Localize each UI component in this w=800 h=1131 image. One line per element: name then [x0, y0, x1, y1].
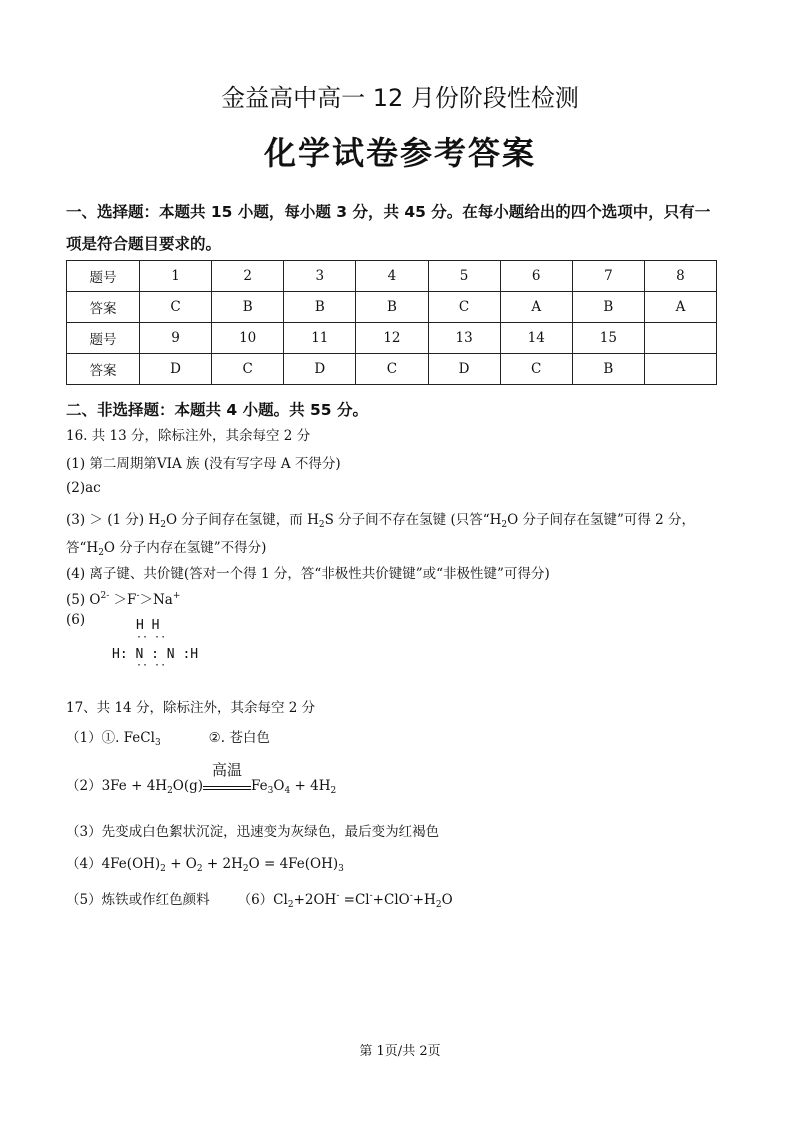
formula-part: +H [412, 892, 436, 908]
table-cell: 题号 [67, 323, 140, 354]
table-row [67, 261, 717, 292]
table-cell: 12 [356, 323, 428, 354]
formula-part: （1）①. FeCl [66, 730, 155, 746]
formula-part: =Cl [339, 892, 370, 908]
formula-part: O = 4Fe(OH) [248, 856, 339, 872]
table-cell: A [500, 292, 572, 323]
condition-label: 高温 [212, 761, 243, 779]
formula-part: （2）3Fe + 4H [66, 778, 168, 794]
table-cell: B [572, 292, 644, 323]
section2-heading: 二、非选择题：本题共 4 小题。共 55 分。 [66, 401, 368, 419]
answer-table [66, 260, 717, 385]
table-cell [644, 354, 716, 385]
formula-part: + O [165, 856, 197, 872]
table-cell: 6 [500, 261, 572, 292]
formula-part: O 分子间存在氢键，而 H [165, 512, 319, 528]
subscript: 2 [160, 520, 166, 530]
table-cell: D [284, 354, 356, 385]
q16-answer-2: (2)ac [66, 480, 101, 496]
table-cell: 题号 [67, 261, 140, 292]
q17-answer-4 [66, 852, 344, 874]
formula-part: ＞Na [139, 592, 173, 608]
q17-answer-1 [66, 726, 270, 748]
exam-title: 金益高中高一 12 月份阶段性检测 [221, 84, 579, 112]
table-cell: C [140, 292, 212, 323]
page-number: 第 1页/共 2页 [359, 1044, 441, 1059]
table-cell: C [428, 292, 500, 323]
superscript: - [136, 591, 140, 601]
equals-bar [203, 786, 251, 790]
formula-part: O [273, 778, 285, 794]
lewis-top-hydrogens: H H [136, 618, 160, 633]
table-cell: 7 [572, 261, 644, 292]
subscript: 2 [98, 548, 104, 558]
subscript: 4 [284, 786, 291, 796]
table-cell: 2 [212, 261, 284, 292]
q16-answer-4: (4) 离子键、共价键(答对一个得 1 分，答“非极性共价键键”或“非极性键”可得分) [66, 566, 550, 582]
reaction-condition [203, 761, 251, 790]
q16-answer-1: (1) 第二周期第VIA 族 (没有写字母 A 不得分) [66, 456, 341, 472]
table-row [67, 323, 717, 354]
q17-answer-3: （3）先变成白色絮状沉淀，迅速变为灰绿色，最后变为红褐色 [66, 824, 440, 840]
table-cell: 11 [284, 323, 356, 354]
table-cell: 8 [644, 261, 716, 292]
subscript: 2 [242, 864, 249, 874]
table-cell: D [140, 354, 212, 385]
subscript: 2 [160, 864, 166, 874]
formula-part: （4）4Fe(OH) [66, 856, 161, 872]
formula-part: 答“H [66, 540, 99, 556]
table-cell: B [284, 292, 356, 323]
table-cell: B [572, 354, 644, 385]
q17-answer-2 [66, 761, 337, 796]
q16-header: 16. 共 13 分，除标注外，其余每空 2 分 [66, 428, 311, 444]
subscript: 2 [167, 786, 173, 796]
section1-heading-line2: 项是符合题目要求的。 [66, 235, 222, 253]
subscript: 2 [287, 900, 294, 910]
superscript: 2- [100, 591, 110, 601]
superscript: - [369, 891, 373, 901]
table-cell: C [212, 354, 284, 385]
table-cell: 3 [284, 261, 356, 292]
subscript: 2 [435, 900, 442, 910]
table-cell: 1 [140, 261, 212, 292]
table-cell: 5 [428, 261, 500, 292]
answer-key-title: 化学试卷参考答案 [263, 134, 536, 172]
subscript: 2 [318, 520, 325, 530]
formula-part: O [441, 892, 453, 908]
subscript: 3 [267, 786, 274, 796]
formula-part: + 4H [290, 778, 331, 794]
formula-part: ＞F [109, 592, 137, 608]
table-cell: 4 [356, 261, 428, 292]
table-row [67, 292, 717, 323]
q16-answer-5 [66, 588, 180, 608]
formula-part: ②. 苍白色 [208, 730, 270, 746]
subscript: 3 [154, 738, 161, 748]
lewis-dots-bottom: ·· ·· [136, 660, 167, 671]
formula-part: O 分子内存在氢键”不得分) [103, 540, 267, 556]
table-cell: B [212, 292, 284, 323]
formula-part: +ClO [372, 892, 410, 908]
table-cell: 9 [140, 323, 212, 354]
table-cell: 14 [500, 323, 572, 354]
q17-answer-5: （5）炼铁或作红色颜料 [66, 892, 210, 908]
formula-part: + 2H [202, 856, 243, 872]
subscript: 2 [196, 864, 203, 874]
subscript: 3 [338, 864, 344, 874]
table-cell: 10 [212, 323, 284, 354]
table-cell: D [428, 354, 500, 385]
superscript: - [336, 891, 340, 901]
table-row [67, 354, 717, 385]
table-cell [644, 323, 716, 354]
formula-part: S 分子间不存在氢键 (只答“H [324, 512, 502, 528]
table-cell: C [500, 354, 572, 385]
table-cell: 13 [428, 323, 500, 354]
superscript: - [409, 891, 413, 901]
q17-answer-5-6 [66, 888, 453, 910]
table-cell: A [644, 292, 716, 323]
table-cell: 答案 [67, 354, 140, 385]
formula-part: (5) O [66, 592, 101, 608]
table-cell: B [356, 292, 428, 323]
table-cell: C [356, 354, 428, 385]
q17-header: 17、共 14 分，除标注外，其余每空 2 分 [66, 700, 316, 716]
formula-part: （6）Cl [237, 892, 288, 908]
formula-part: +2OH [293, 892, 337, 908]
formula-part: O(g) [172, 778, 204, 794]
formula-part: Fe [251, 778, 268, 794]
table-cell: 15 [572, 323, 644, 354]
lewis-dots-top: ·· ·· [136, 632, 167, 643]
table-cell: 答案 [67, 292, 140, 323]
q16-answer-3-line1 [66, 508, 695, 530]
superscript: + [172, 591, 181, 601]
q16-answer-3-prefix: (3) ＞ (1 分) [66, 512, 149, 528]
q16-answer-3-line2 [66, 536, 266, 558]
formula-part: H [148, 512, 161, 528]
lewis-structure: H: N : N :H [112, 647, 199, 662]
subscript: 2 [501, 520, 508, 530]
formula-part: O 分子间存在氢键”可得 2 分， [507, 512, 696, 528]
subscript: 2 [330, 786, 337, 796]
q16-answer-6: (6) [66, 612, 86, 628]
section1-heading-line1: 一、选择题：本题共 15 小题，每小题 3 分，共 45 分。在每小题给出的四个选项中，只有一 [66, 203, 711, 221]
